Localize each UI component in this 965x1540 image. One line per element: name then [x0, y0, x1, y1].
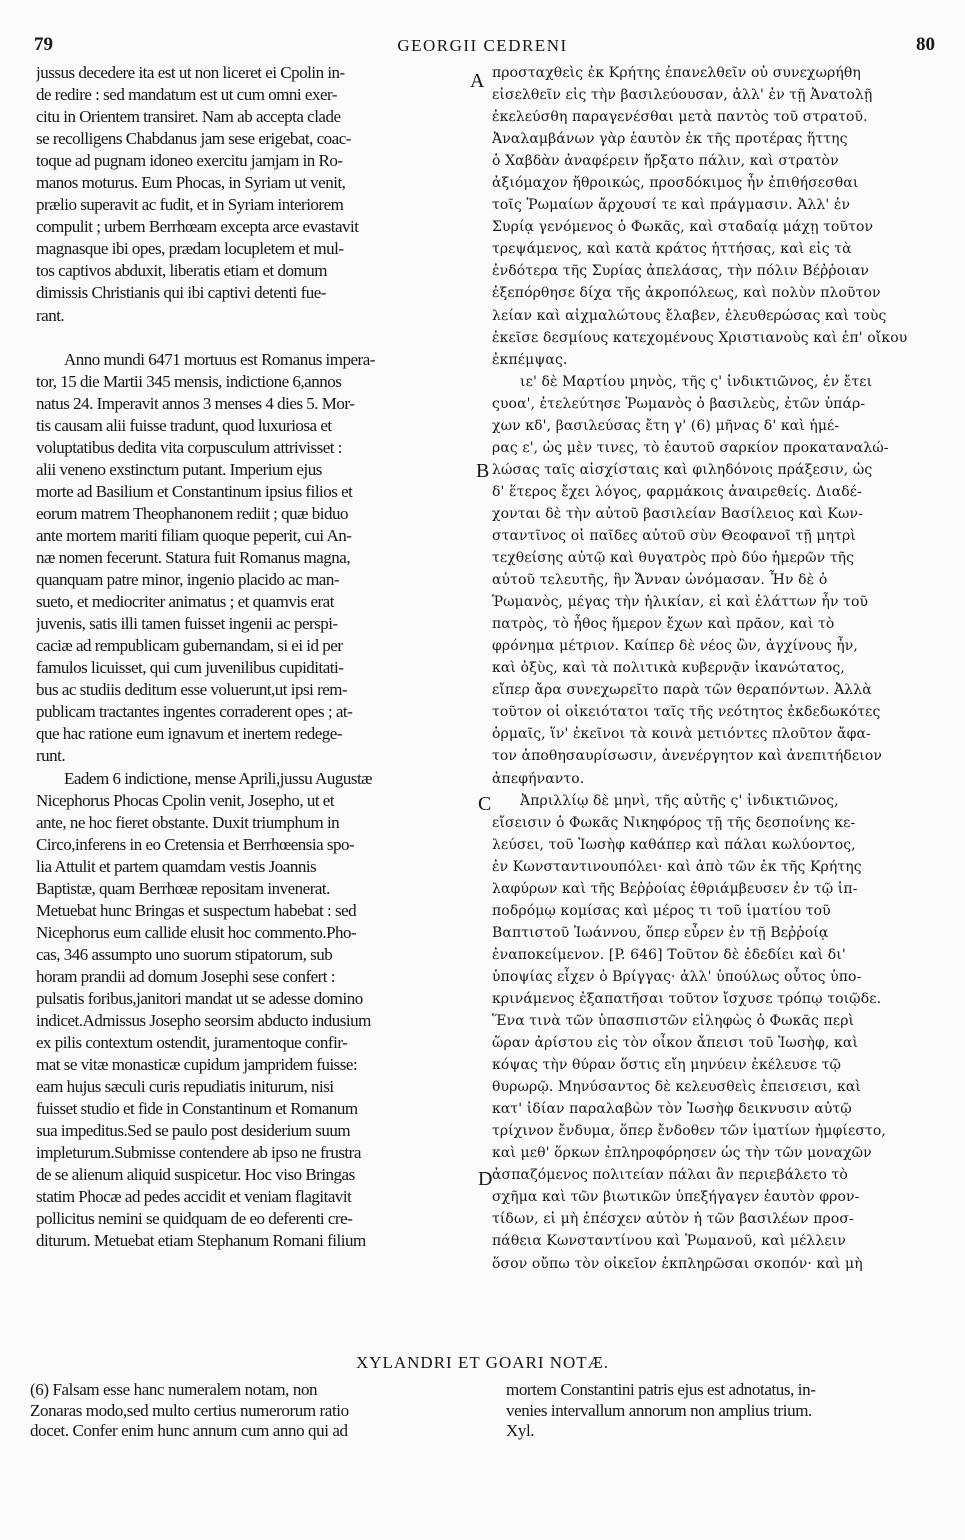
greek-line: καὶ μεθ' ὅρκων ἐπληροφόρησεν ὡς τὴν τῶν μοναχῶν	[492, 1145, 872, 1162]
latin-line: Circo,inferens in eo Cretensia et Berrhœensia spo-	[36, 834, 355, 854]
greek-line: λαφύρων καὶ τῆς Βεῤῥοίας ἐθριάμβευσεν ἐν τῷ ἱπ-	[492, 880, 858, 897]
greek-line: ἐνδότερα τῆς Συρίας ἀπελάσας, τὴν πόλιν Βέῤῥοιαν	[492, 263, 870, 280]
greek-line: τοῦτον οἱ οἰκειότατοι ταῖς τῆς νεότητος ἐκδεδωκότες	[492, 704, 881, 721]
greek-line: σχῆμα καὶ τῶν βιωτικῶν ὑπεξήγαγεν ἑαυτὸν φρον-	[492, 1189, 860, 1206]
latin-line: mat se vitæ monasticæ cupidum jampridem fuisse:	[36, 1055, 358, 1075]
latin-line: de se alienum aliquid suspicetur. Hoc viso Bringas	[36, 1165, 355, 1185]
latin-line: indicet.Admissus Josepho seorsim abducto indusium	[36, 1011, 371, 1031]
greek-line: ποδρόμῳ κομίσας καὶ μέρος τι τοῦ ἱματίου τοῦ	[492, 902, 831, 919]
latin-line: næ nomen fecerunt. Statura fuit Romanus magna,	[36, 548, 351, 568]
notes-left-column	[30, 1380, 470, 1442]
latin-line: toque ad pugnam idoneo exercitu jamjam in Ro-	[36, 151, 343, 171]
latin-line: juvenis, satis illi tamen fuisset ingenii ac perspi-	[36, 614, 338, 634]
greek-line: ρας ε', ὡς μὲν τινες, τὸ ἑαυτοῦ σαρκίον προκαταναλώ-	[492, 439, 889, 456]
greek-line: τρεψάμενος, καὶ κατὰ κράτος ἡττήσας, καὶ εἰς τὰ	[492, 241, 852, 258]
latin-line: runt.	[36, 746, 66, 766]
greek-line: Ἕνα τινὰ τῶν ὑπασπιστῶν εἰληφὼς ὁ Φωκᾶς περὶ	[492, 1013, 855, 1030]
latin-line: voluptatibus dedita vita corpusculum attrivisset :	[36, 437, 342, 457]
greek-column	[492, 62, 936, 1275]
greek-line: ἐκεῖσε δεσμίους κατεχομένους Χριστιανοὺς καὶ ἐπ' οἴκου	[492, 329, 908, 346]
latin-line: Metuebat hunc Bringas et suspectum habebat : sed	[36, 900, 357, 920]
notes-heading: XYLANDRI ET GOARI NOTÆ.	[355, 1353, 610, 1372]
greek-line: δ' ἕτερος ἔχει λόγος, φαρμάκοις ἀναιρεθείς. Διαδέ-	[492, 483, 862, 500]
latin-line: morte ad Basilium et Constantinum ipsius filios et	[36, 481, 353, 501]
latin-line: lia Attulit et partem quamdam vestis Joannis	[36, 856, 317, 876]
page-number-right: 80	[916, 34, 935, 55]
latin-line: Anno mundi 6471 mortuus est Romanus impera-	[64, 349, 375, 369]
latin-line: que hac ratione eum ignavum et inertem redege-	[36, 724, 342, 744]
greek-line: τρίχινον ἔνδυμα, ὅπερ ἔνδοθεν τῶν ἱματίων ἠμφίεστο,	[492, 1123, 886, 1140]
note-line: mortem Constantini patris ejus est adnotatus, in-	[506, 1380, 816, 1399]
note-line: Zonaras modo,sed multo certius numerorum ratio	[30, 1400, 349, 1420]
latin-line: de redire : sed mandatum est ut cum omni exer-	[36, 85, 337, 105]
latin-line: ante mortem mariti filiam quoque peperit, cui An-	[36, 525, 352, 545]
greek-line: σταντῖνος οἱ παῖδες αὐτοῦ σὺν Θεοφανοῖ τῇ μητρὶ	[492, 527, 856, 544]
greek-line: ςυοα', ἐτελεύτησε Ῥωμανὸς ὁ βασιλεὺς, ἐτῶν ὑπάρ-	[492, 395, 866, 412]
paragraph-gap	[36, 327, 472, 349]
greek-line: καὶ ὀξὺς, καὶ τὰ πολιτικὰ κυβερνᾷν ἱκανώτατος,	[492, 660, 845, 677]
latin-line: Eadem 6 indictione, mense Aprili,jussu Augustæ	[64, 768, 373, 788]
latin-line: sua impeditus.Sed se paulo post desiderium suum	[36, 1121, 351, 1141]
greek-line: πάθεια Κωνσταντίνου καὶ Ῥωμανοῦ, καὶ μέλλειν	[492, 1233, 846, 1250]
latin-line: tor, 15 die Martii 345 mensis, indictione 6,annos	[36, 371, 342, 391]
greek-line: ἐκελεύσθη παραγενέσθαι μετὰ παντὸς τοῦ στρατοῦ.	[492, 109, 868, 126]
greek-line: ὥραν ἀρίστου εἰς τὸν οἶκον ἄπεισι τοῦ Ἰωσὴφ, καὶ	[492, 1035, 859, 1052]
greek-line: τοῖς Ῥωμαίων ἄρχουσί τε καὶ πράγμασιν. Ἀλλ' ἐν	[492, 197, 851, 214]
greek-line: ἀξιόμαχον ἤθροικώς, προσδόκιμος ἦν ἐπιθήσεσθαι	[492, 175, 859, 192]
latin-line: ex pilis contextum ostendit, juramentoque confir-	[36, 1033, 348, 1053]
greek-line: ἐναποκείμενον. [P. 646] Τοῦτον δὲ ἐδεδίει καὶ δι'	[492, 946, 846, 963]
greek-line: εἴσεισιν ὁ Φωκᾶς Νικηφόρος τῇ τῆς δεσποίνης κε-	[492, 814, 856, 831]
latin-line: diturum. Metuebat etiam Stephanum Romani filium	[36, 1231, 366, 1251]
greek-line: Ῥωμανὸς, μέγας τὴν ἡλικίαν, εἰ καὶ ἐλάττων ἦν τοῦ	[492, 594, 869, 611]
notes-right-column	[506, 1380, 936, 1442]
latin-line: publicam tractantes ingentes corraderent opes ; at-	[36, 702, 353, 722]
latin-line: dimissis Christianis qui ibi captivi detenti fue-	[36, 283, 326, 303]
latin-line: jussus decedere ita est ut non liceret ei Cpolin in-	[36, 63, 345, 82]
note-line: docet. Confer enim hunc annum cum anno qui ad	[30, 1421, 348, 1440]
latin-line: tos captivos abduxit, liberatis etiam et domum	[36, 261, 327, 281]
greek-line: ὑποψίας εἶχεν ὁ Βρίγγας· ἀλλ' ὑπούλως οὗτος ὑπο-	[492, 968, 862, 985]
greek-line: ἐν Κωνσταντινουπόλει· καὶ ἀπὸ τῶν ἐκ τῆς Κρήτης	[492, 858, 862, 875]
greek-line: τεχθείσης αὐτῷ καὶ θυγατρὸς πρὸ δύο ἡμερῶν τῆς	[492, 550, 855, 567]
latin-line: quanquam patre minor, ingenio placido ac man-	[36, 570, 340, 590]
greek-line: πατρὸς, τὸ ἦθος ἥμερον ἔχων καὶ πρᾶον, καὶ τὸ	[492, 616, 835, 633]
margin-marker-a: A	[470, 70, 485, 92]
greek-line: χων κδ', βασιλεύσας ἔτη γ' (6) μῆνας δ' καὶ ἡμέ-	[492, 417, 840, 434]
margin-marker-b: B	[476, 460, 490, 482]
latin-line: pulsatis foribus,janitori mandat ut se adesse domino	[36, 988, 363, 1008]
greek-line: ἐκπέμψας.	[492, 351, 568, 368]
latin-line: famulos licuisset, qui cum juvenilibus cupiditati-	[36, 658, 344, 678]
margin-marker-c: C	[478, 793, 492, 815]
latin-column	[36, 62, 472, 1253]
page-header	[0, 34, 965, 58]
latin-line: impleturum.Submisse contendere ab ipso ne frustra	[36, 1143, 361, 1163]
greek-line: λεύσει, τοῦ Ἰωσὴφ καθάπερ καὶ πάλαι κωλύοντος,	[492, 836, 856, 853]
greek-line: τίδων, εἰ μὴ ἐπέσχεν αὐτὸν ἡ τῶν βασιλέων προσ-	[492, 1211, 854, 1228]
latin-line: eam hujus sæculi curis repudiatis initurum, nisi	[36, 1077, 334, 1097]
latin-line: se recolligens Chabdanus jam sese erigebat, coac-	[36, 129, 351, 149]
greek-line: προσταχθεὶς ἐκ Κρήτης ἐπανελθεῖν οὐ συνεχωρήθη	[492, 65, 861, 81]
greek-line: Βαπτιστοῦ Ἰωάννου, ὅπερ εὗρεν ἐν τῇ Βεῤῥοίᾳ	[492, 924, 829, 941]
running-title: GEORGII CEDRENI	[397, 36, 568, 55]
note-line: venies intervallum annorum non amplius trium.	[506, 1400, 812, 1420]
greek-line: χονται δὲ τὴν αὐτοῦ βασιλείαν Βασίλειος καὶ Κων-	[492, 505, 863, 522]
greek-line: φρόνημα μέτριον. Καίπερ δὲ νέος ὢν, ἀγχίνους ἦν,	[492, 638, 858, 655]
latin-line: Nicephorus Phocas Cpolin venit, Josepho, ut et	[36, 790, 335, 810]
note-line: Xyl.	[506, 1421, 535, 1440]
greek-line: ὁρμαῖς, ἵν' ἐκεῖνοι τὰ κοινὰ μετιόντες πλοῦτον ἄφα-	[492, 726, 871, 743]
latin-line: sueto, et mediocriter animatus ; et quamvis erat	[36, 592, 334, 612]
latin-line: rant.	[36, 305, 65, 325]
greek-line: ἀπεφήναντο.	[492, 770, 585, 787]
latin-line: prælio superavit ac fudit, et in Syriam interiorem	[36, 195, 344, 215]
greek-line: ὁ Χαβδὰν ἀναφέρειν ἤρξατο πάλιν, καὶ στρατὸν	[492, 153, 839, 170]
greek-line: ἀσπαζόμενος πολιτείαν πάλαι ἂν περιεβάλετο τὸ	[492, 1167, 848, 1184]
latin-line: statim Phocæ ad pedes accidit et veniam flagitavit	[36, 1187, 352, 1207]
greek-line: κρινάμενος ἐξαπατῆσαι τοῦτον ἴσχυσε τρόπῳ τοιῷδε.	[492, 990, 882, 1007]
latin-line: horam prandii ad domum Josephi sese confert :	[36, 966, 336, 986]
latin-line: eorum matrem Theophanonem rediit ; quæ biduo	[36, 503, 348, 523]
latin-line: caciæ ad rempublicam gubernandam, si ei id per	[36, 636, 343, 656]
greek-line: ιε' δὲ Μαρτίου μηνὸς, τῆς ς' ἰνδικτιῶνος, ἐν ἔτει	[520, 373, 873, 390]
latin-line: natus 24. Imperavit annos 3 menses 4 dies 5. Mor-	[36, 393, 355, 413]
latin-line: Baptistæ, quam Berrhœæ repositam invenerat.	[36, 878, 330, 898]
greek-line: εἴπερ ἄρα συνεχωρεῖτο παρὰ τῶν θεραπόντων. Ἀλλὰ	[492, 682, 872, 699]
greek-line: τον ἀποθησαυρίσωσιν, ἀνενέργητον καὶ ἀνεπιτήδειον	[492, 748, 883, 765]
greek-line: κατ' ἰδίαν παραλαβὼν τὸν Ἰωσὴφ δεικνυσιν αὐτῷ	[492, 1101, 852, 1118]
greek-line: Συρίᾳ γενόμενος ὁ Φωκᾶς, καὶ σταδαίᾳ μάχῃ τοῦτον	[492, 219, 874, 236]
latin-line: fuisset studio et fide in Constantinum et Romanum	[36, 1099, 358, 1119]
latin-line: citu in Orientem transiret. Nam ab accepta clade	[36, 107, 341, 127]
latin-line: manos moturus. Eum Phocas, in Syriam ut venit,	[36, 173, 346, 193]
latin-line: alii veneno exstinctum putant. Imperium ejus	[36, 459, 322, 479]
greek-line: ὅσον οὔπω τὸν οἰκεῖον ἐκπληρῶσαι σκοπόν· καὶ μὴ	[492, 1255, 863, 1272]
greek-line: Ἀναλαμβάνων γὰρ ἑαυτὸν ἐκ τῆς προτέρας ἥττης	[492, 131, 848, 148]
greek-line: κόψας τὴν θύραν ὅστις εἴη μηνύειν ἐκέλευσε τῷ	[492, 1057, 841, 1074]
latin-line: ante, ne hoc fieret obstante. Duxit triumphum in	[36, 812, 340, 832]
greek-line: λείαν καὶ αἰχμαλώτους ἔλαβεν, ἐλευθερώσας καὶ τοὺς	[492, 307, 887, 324]
greek-line: ἐξεπόρθησε δίχα τῆς ἀκροπόλεως, καὶ πολὺν πλοῦτον	[492, 285, 881, 302]
latin-line: tis causam alii fuisse tradunt, quod luxuriosa et	[36, 415, 332, 435]
latin-line: compulit ; urbem Berrhœam excepta arce evastavit	[36, 217, 359, 237]
greek-line: αὐτοῦ τελευτῆς, ἣν Ἄνναν ὠνόμασαν. Ἦν δὲ ὁ	[492, 572, 828, 589]
greek-line: θυρωρῷ. Μηνύσαντος δὲ κελευσθεὶς ἐπεισεισι, καὶ	[492, 1079, 862, 1096]
latin-line: Nicephorus eum callide elusit hoc commento.Pho-	[36, 922, 357, 942]
greek-line: λώσας ταῖς αἰσχίσταις καὶ φιληδόνοις πράξεσιν, ὡς	[492, 461, 873, 478]
latin-line: pollicitus nemini se quidquam de eo deferenti cre-	[36, 1209, 353, 1229]
margin-marker-d: D	[478, 1168, 493, 1190]
latin-line: bus ac studiis deditum esse voluerunt,ut ipsi rem-	[36, 680, 348, 700]
latin-line: cas, 346 assumpto uno suorum stipatorum, sub	[36, 944, 333, 964]
latin-line: magnasque ibi opes, prædam locupletem et mul-	[36, 239, 344, 259]
greek-line: εἰσελθεῖν εἰς τὴν βασιλεύουσαν, ἀλλ' ἐν τῇ Ἀνατολῇ	[492, 87, 873, 104]
note-line: (6) Falsam esse hanc numeralem notam, non	[30, 1380, 318, 1399]
greek-line: Ἀπριλλίῳ δὲ μηνὶ, τῆς αὐτῆς ς' ἰνδικτιῶνος,	[520, 792, 839, 809]
page-number-left: 79	[34, 34, 53, 55]
